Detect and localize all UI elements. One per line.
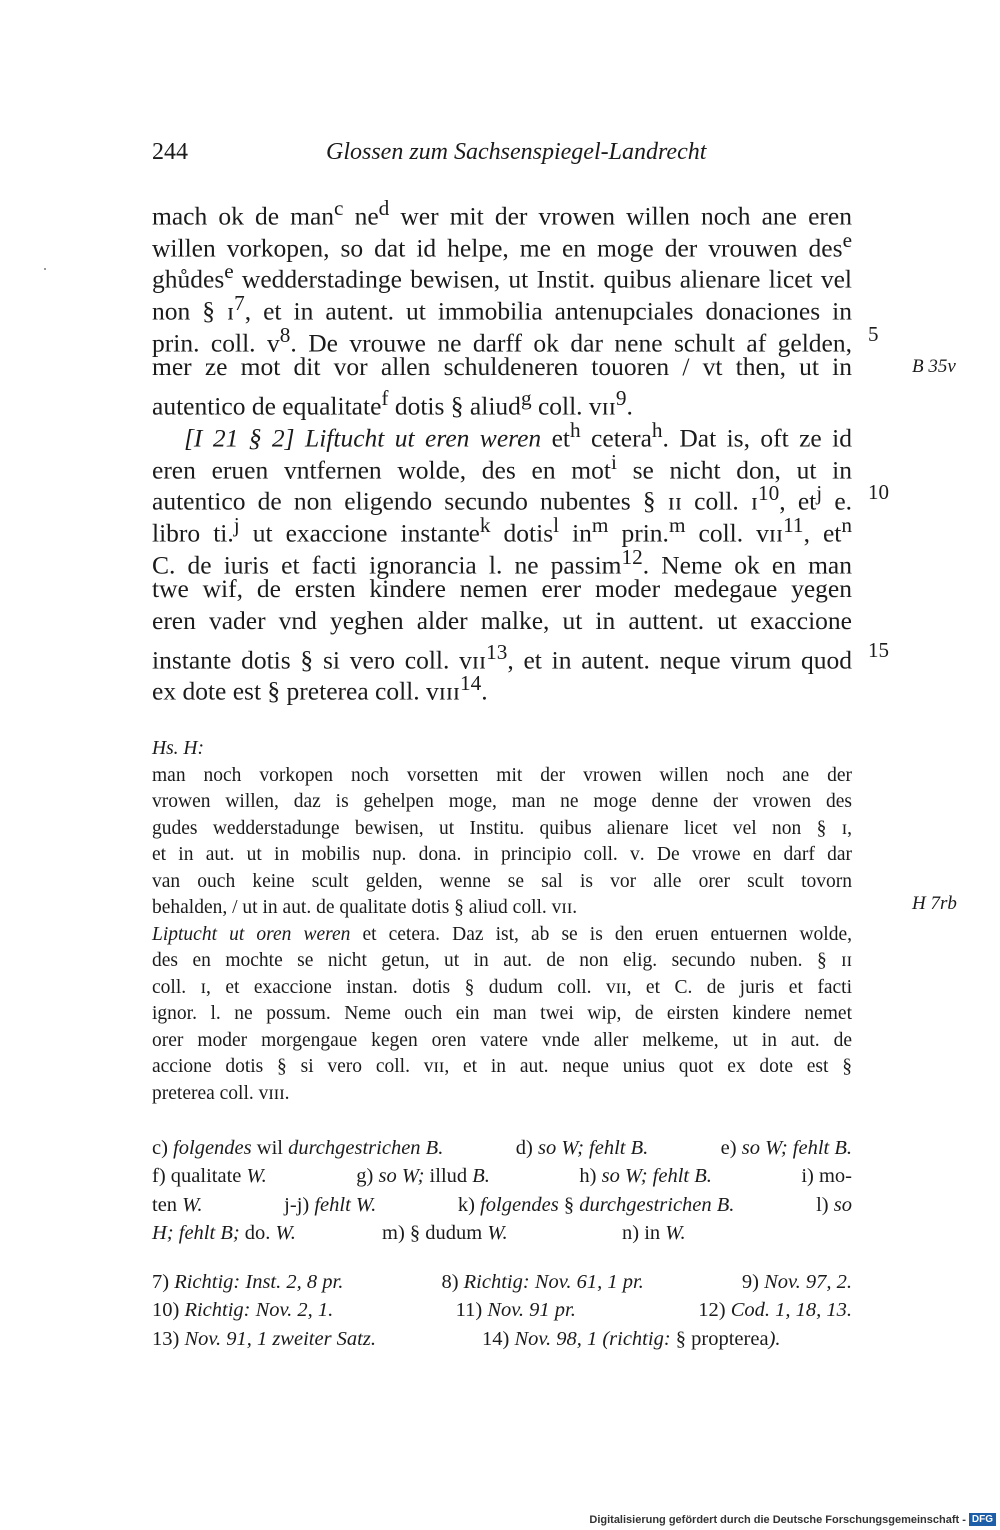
hs-line: behalden, / ut in aut. de qualitate dotis § aliud coll. ᴠɪɪ. <box>152 897 578 918</box>
hs-line: et in aut. ut in mobilis nup. dona. in principio coll. ᴠ. De vrowe en darf dar <box>152 844 852 865</box>
main-text <box>152 193 853 706</box>
line-number-15: 15 <box>868 638 889 662</box>
page-number: 244 <box>152 139 188 165</box>
apparatus-note: g) so W; illud B. <box>356 1165 490 1188</box>
manuscript-siglum-h: H 7rb <box>912 893 957 914</box>
apparatus-line <box>152 1191 852 1219</box>
scan-speck <box>44 268 46 270</box>
hs-line: preterea coll. ᴠɪɪɪ. <box>152 1082 290 1104</box>
dfg-logo: DFG <box>969 1513 996 1526</box>
apparatus-note: h) so W; fehlt B. <box>579 1165 712 1188</box>
main-line: willen vorkopen, so dat id helpe, me en moge der vrouwen des$^e$ <box>152 227 852 263</box>
main-line: autentico de non eligendo secundo nubentes § ɪɪ coll. ɪ$^{10}$, $et^j$ e. <box>152 481 853 516</box>
apparatus-line <box>152 1162 852 1190</box>
main-line: twe wif, de ersten kindere nemen erer moder medegaue yegen <box>152 574 852 604</box>
funding-text: Digitalisierung gefördert durch die Deutsche Forschungsgemeinschaft - <box>589 1513 966 1526</box>
main-line: mach ok de man$^c$ $ne^d$ wer mit der vrowen willen noch ane eren <box>152 196 852 231</box>
main-line: libro ti.$^j$ ut exaccione instante$^k$ dotis$^l$ $in^m$ prin.$^m$ coll. ᴠɪɪ$^{11}$, $et^n$ <box>152 512 853 548</box>
hs-line: van ouch keine scult gelden, wenne se sal is vor alle orer scult tovorn <box>152 870 852 892</box>
footnote: 13) Nov. 91, 1 zweiter Satz. <box>152 1327 376 1350</box>
footnotes <box>152 1268 852 1353</box>
apparatus-note: m) § dudum W. <box>382 1221 508 1244</box>
main-line: C. de iuris et facti ignorancia l. ne passim$^{12}$. Neme ok en man <box>152 544 852 580</box>
main-line: instante dotis § si vero coll. ᴠɪɪ$^{13}$, et in autent. neque virum quod <box>152 639 852 675</box>
apparatus-line <box>152 1134 852 1162</box>
apparatus-note: i) mo- <box>801 1165 852 1188</box>
apparatus-note: k) folgendes § durchgestrichen B. <box>457 1193 735 1216</box>
main-line: eren eruen vntfernen wolde, des en mot$^i$ se nicht don, ut in <box>152 449 852 484</box>
main-line: eren vader vnd yeghen alder malke, ut in auttent. ut exaccione <box>152 605 852 635</box>
footnote: 10) Richtig: Nov. 2, 1. <box>152 1299 334 1322</box>
footnote: 14) Nov. 98, 1 (richtig: § propterea). <box>482 1327 781 1350</box>
main-line: non § ɪ$^7$, et in autent. ut immobilia antenupciales donaciones in <box>152 291 852 326</box>
footnote: 9) Nov. 97, 2. <box>741 1271 852 1293</box>
apparatus-line <box>152 1219 852 1247</box>
footnote: 8) Richtig: Nov. 61, 1 pr. <box>441 1271 644 1293</box>
funding-footer <box>589 1513 996 1526</box>
hs-label: Hs. H: <box>152 738 204 759</box>
apparatus-note: c) folgendes wil durchgestrichen B. <box>152 1137 444 1159</box>
apparatus-note: l) so <box>816 1193 852 1216</box>
main-line: autentico de equalitate$^f$ dotis § aliud$^g$ coll. ᴠɪɪ$^9$. <box>152 386 633 421</box>
line-number-10: 10 <box>868 480 889 504</box>
apparatus-note: d) so W; fehlt B. <box>515 1137 649 1159</box>
main-line: ghůdes$^e$ wedderstadinge bewisen, ut Instit. quibus alienare licet vel <box>152 259 852 294</box>
apparatus-note: j-j) fehlt W. <box>284 1193 377 1216</box>
hs-line: gudes wedderstadunge bewisen, ut Institu. quibus alienare licet vel non § ɪ, <box>152 817 852 839</box>
running-title: Glossen zum Sachsenspiegel-Landrecht <box>326 139 707 165</box>
critical-apparatus <box>152 1134 852 1247</box>
main-line: prin. coll. ᴠ$^8$. De vrouwe ne darff ok dar nene schult af gelden, <box>152 322 852 358</box>
apparatus-note: e) so W; fehlt B. <box>720 1137 852 1159</box>
footnote-line <box>152 1296 852 1324</box>
main-line: [I 21 § 2] Liftucht ut eren weren $et^h$ cetera$^h$. Dat is, oft ze id <box>184 417 853 453</box>
line-number-5: 5 <box>868 322 879 346</box>
apparatus-note: ten W. <box>152 1193 203 1216</box>
manuscript-h-variant <box>152 736 852 1107</box>
footnote: 12) Cod. 1, 18, 13. <box>698 1299 852 1322</box>
manuscript-siglum-b: B 35v <box>912 356 956 377</box>
hs-line: Liptucht ut oren weren et cetera. Daz ist, ab se is den eruen entuernen wolde, <box>152 923 852 945</box>
hs-line: orer moder morgengaue kegen oren vatere vnde aller melkeme, ut in aut. de <box>152 1029 852 1051</box>
main-line: ex dote est § preterea coll. ᴠɪɪɪ$^{14}$. <box>152 671 488 706</box>
main-line: mer ze mot dit vor allen schuldeneren touoren / vt then, ut in <box>152 352 852 382</box>
footnote-line <box>152 1268 852 1296</box>
hs-line: ignor. l. ne possum. Neme ouch ein man twei wip, de eirsten kindere nemet <box>152 1003 852 1024</box>
apparatus-note: n) in W. <box>622 1221 686 1244</box>
hs-line: accione dotis § si vero coll. ᴠɪɪ, et in aut. neque unius quot ex dote est § <box>152 1056 852 1077</box>
apparatus-note: H; fehlt B; do. W. <box>152 1221 296 1244</box>
hs-line: vrowen willen, daz is gehelpen moge, man ne moge denne der vrowen des <box>152 791 852 812</box>
hs-line: coll. ɪ, et exaccione instan. dotis § dudum coll. ᴠɪɪ, et C. de juris et facti <box>152 976 852 998</box>
footnote: 7) Richtig: Inst. 2, 8 pr. <box>152 1271 344 1293</box>
apparatus-note: f) qualitate W. <box>152 1165 267 1188</box>
hs-line: des en mochte se nicht getun, ut in aut. de non elig. secundo nuben. § ɪɪ <box>152 950 852 971</box>
footnote-line <box>152 1325 852 1353</box>
footnote: 11) Nov. 91 pr. <box>455 1299 576 1322</box>
hs-line: man noch vorkopen noch vorsetten mit der vrowen willen noch ane der <box>152 764 852 786</box>
